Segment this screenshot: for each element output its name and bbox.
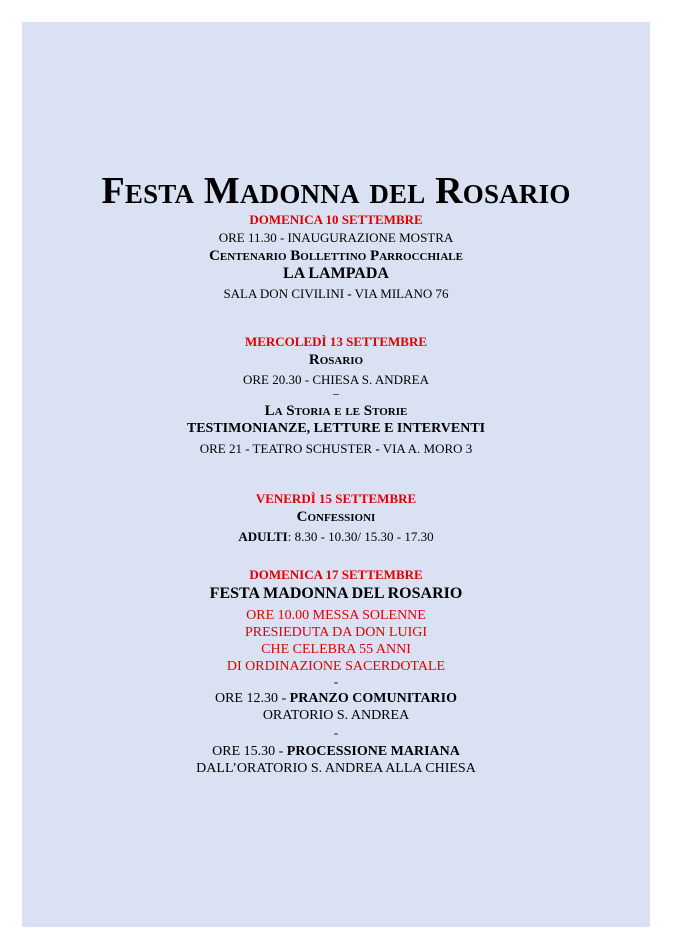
adulti-hours: : 8.30 - 10.30/ 15.30 - 17.30 [287,529,434,544]
flyer-page [22,22,650,927]
theatre-time: ORE 21 - TEATRO SCHUSTER [199,441,376,456]
section-dash: - [334,726,338,740]
date-sunday-10: DOMENICA 10 SETTEMBRE [249,212,423,227]
page-title: Festa Madonna del Rosario [101,170,571,212]
pranzo-venue: ORATORIO S. ANDREA [262,708,410,723]
processione-label: PROCESSIONE MARIANA [286,744,460,759]
section-dash: – [333,386,339,400]
confessioni-heading: Confessioni [296,509,376,525]
theatre-venue [22,441,650,457]
rosario-heading: Rosario [308,352,364,368]
rosario-time: ORE 20.30 - CHIESA S. ANDREA [243,372,429,387]
section-dash: - [334,675,338,689]
exhibition-time: ORE 11.30 - INAUGURAZIONE MOSTRA [218,230,454,245]
processione-route: DALL’ORATORIO S. ANDREA ALLA CHIESA [196,761,476,776]
venue-separator: - [347,286,352,301]
centenary-line: Centenario Bollettino Parrocchiale [209,248,463,264]
theatre-separator: - [375,441,380,456]
processione-line [22,744,650,760]
exhibition-venue [22,286,650,302]
pranzo-line [22,691,650,707]
confessioni-times [22,529,650,545]
storia-heading: La Storia e le Storie [264,403,408,419]
processione-time: ORE 15.30 - [212,744,287,759]
messa-line-2: PRESIEDUTA DA DON LUIGI [244,625,428,640]
messa-line-3: CHE CELEBRA 55 ANNI [261,642,411,657]
testimonianze-line: TESTIMONIANZE, LETTURE E INTERVENTI [186,421,486,436]
la-lampada: LA LAMPADA [283,265,389,282]
date-wednesday-13: MERCOLEDÌ 13 SETTEMBRE [244,334,428,349]
theatre-address: VIA A. MORO 3 [379,441,473,456]
date-friday-15: VENERDÌ 15 SETTEMBRE [255,491,417,506]
adulti-label: ADULTI [238,529,288,544]
date-sunday-17: DOMENICA 17 SETTEMBRE [249,567,423,582]
festa-heading: FESTA MADONNA DEL ROSARIO [209,585,463,602]
messa-line-4: DI ORDINAZIONE SACERDOTALE [226,659,446,674]
venue-name: SALA DON CIVILINI [223,286,348,301]
pranzo-label: PRANZO COMUNITARIO [289,691,458,706]
pranzo-time: ORE 12.30 - [214,691,290,706]
messa-line-1: ORE 10.00 MESSA SOLENNE [246,608,426,623]
venue-address: VIA MILANO 76 [351,286,449,301]
